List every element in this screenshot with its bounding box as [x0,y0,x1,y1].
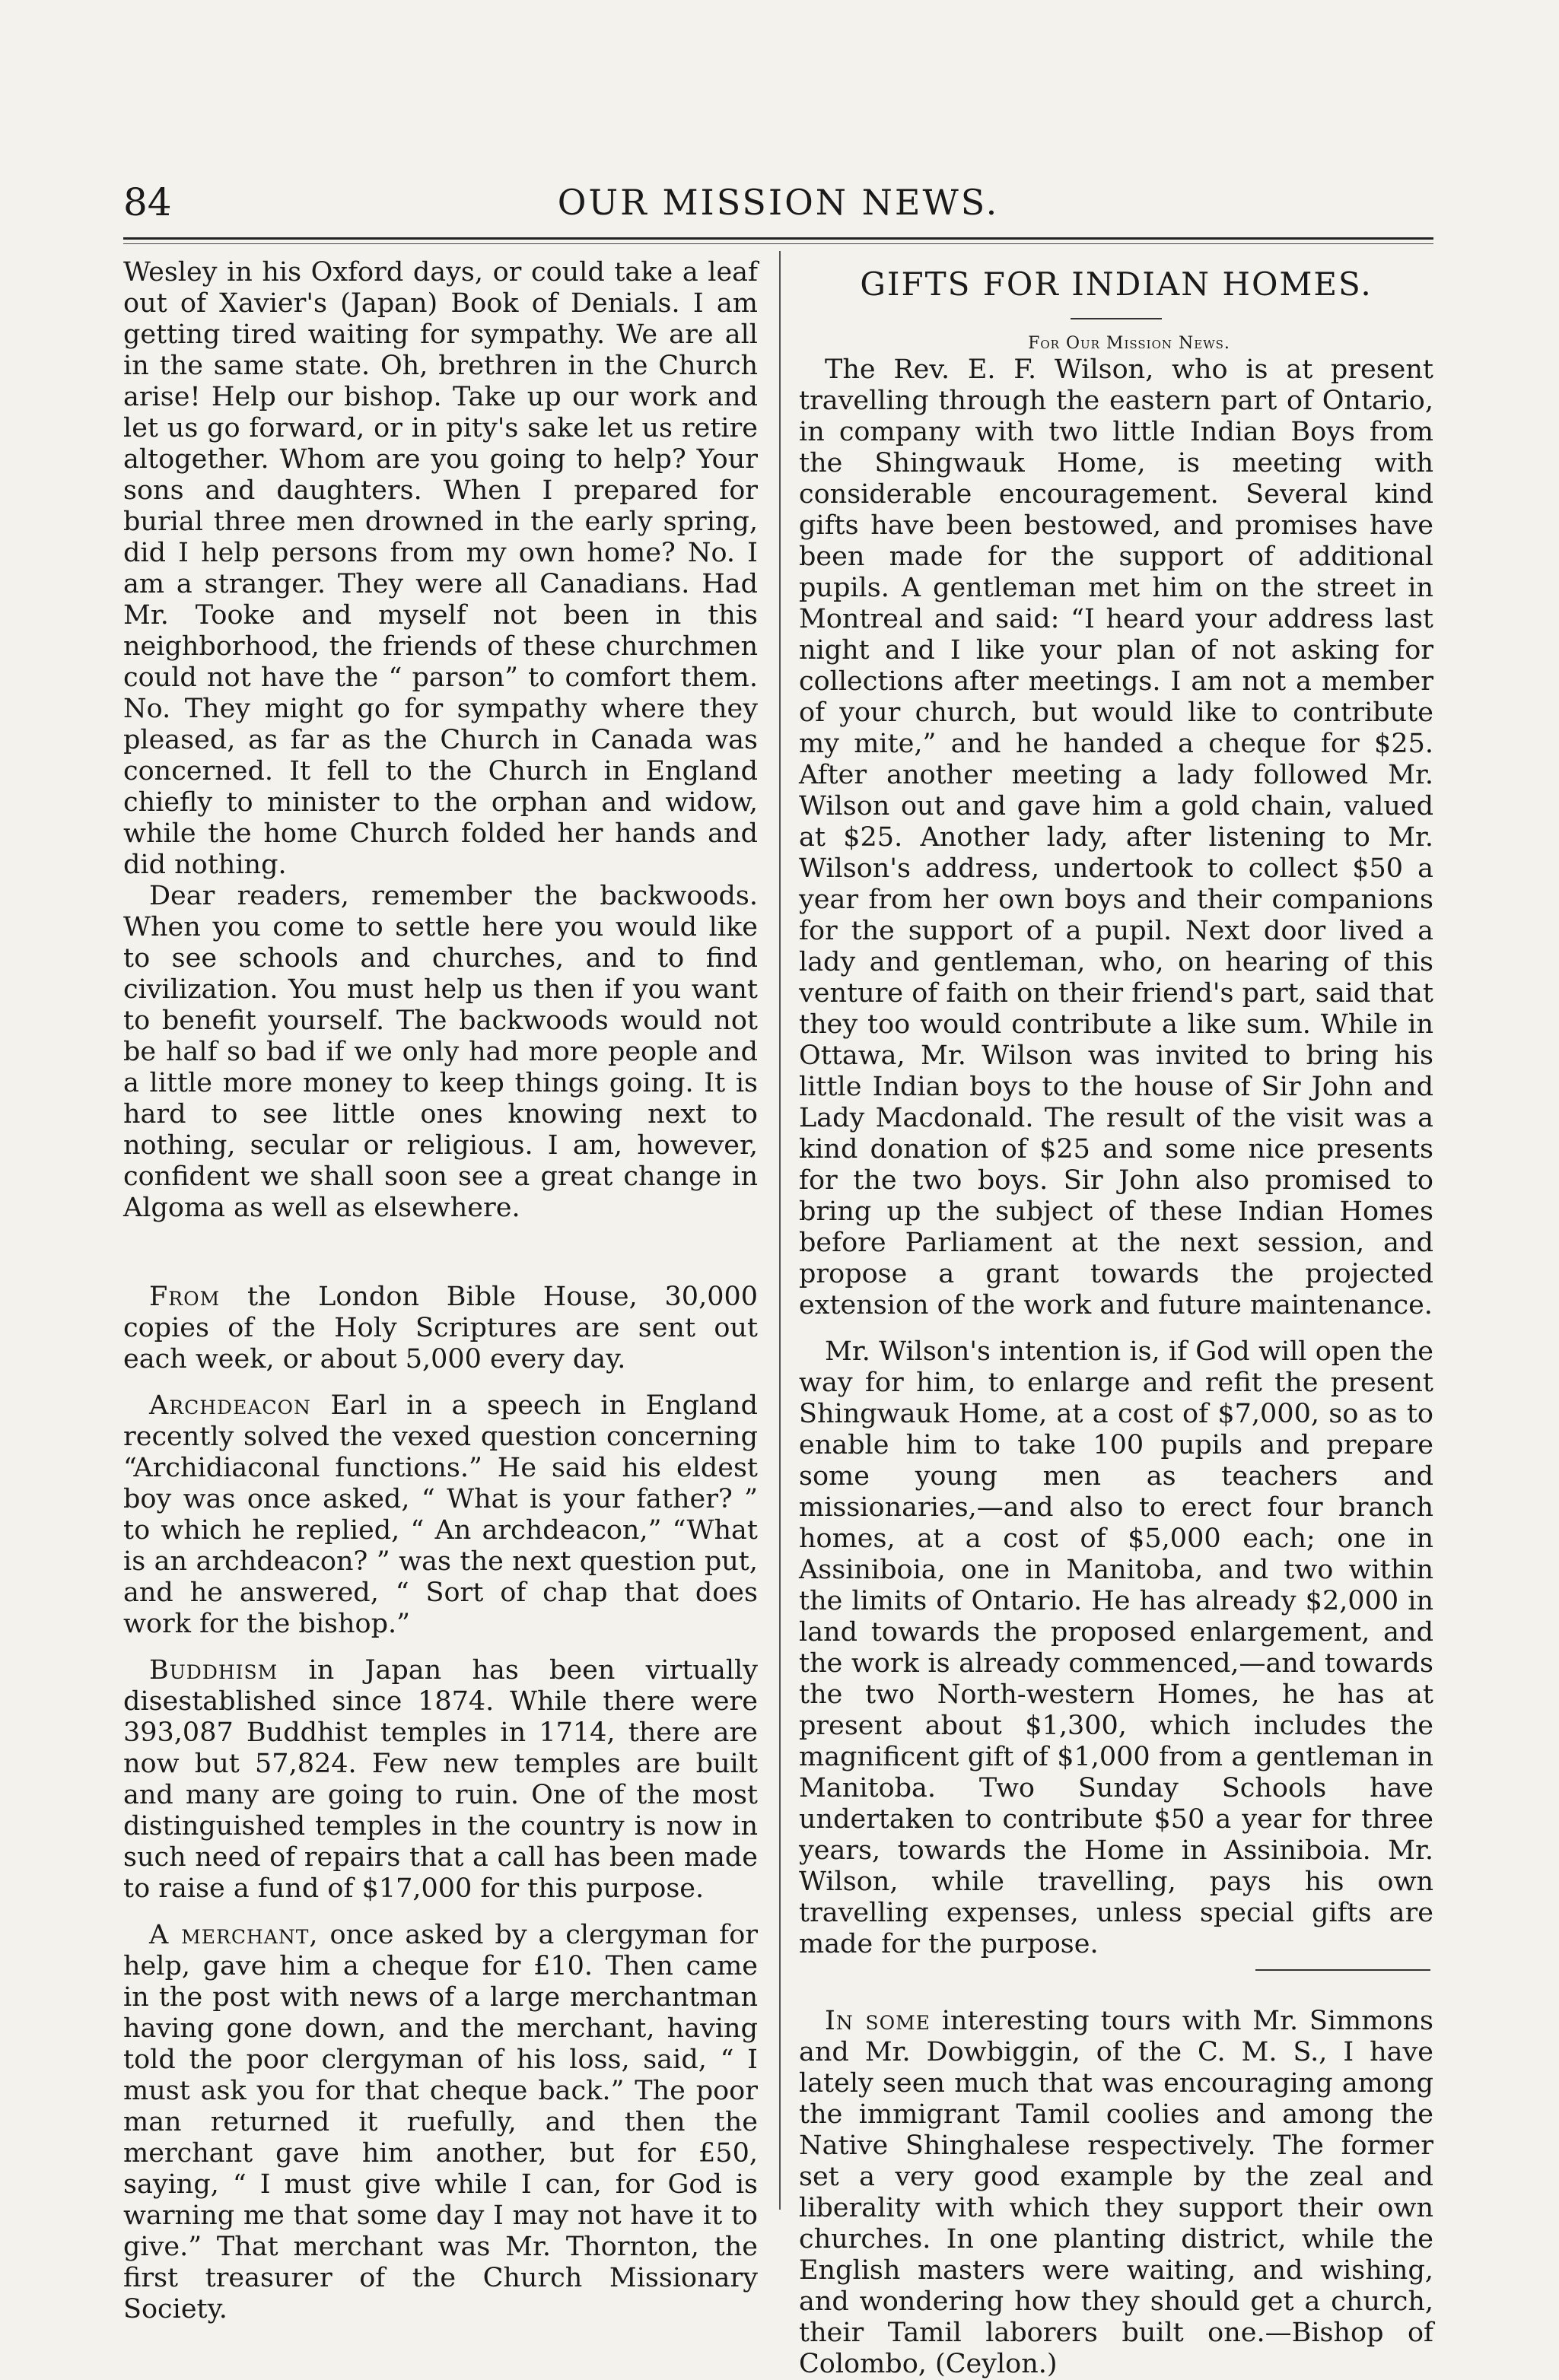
left-column [123,257,759,2324]
running-title: OUR MISSION NEWS. [557,182,1000,223]
title-rule [1071,318,1162,319]
bible-house-paragraph: From the London Bible House, 30,000 copies of the Holy Scriptures are sent out each week, or about 5,000 every day. [123,1282,758,1374]
ceylon-lead: In some [825,2006,931,2036]
ceylon-paragraph: In some interesting tours with Mr. Simmons and Mr. Dowbiggin, of the C. M. S., I have lately seen much that was encouraging among the immigrant Tamil coolies and among the Native Shinghalese respectively. The former set a very good example by the zeal and liberality with which they support their own churches. In one planting district, while the English masters were waiting, and wishing, and wondering how they should get a church, their Tamil laborers built one.—Bishop of Colombo, (Ceylon.) [799,2006,1433,2379]
backwoods-paragraph-2: Dear readers, remember the backwoods. When you come to settle here you would like to see schools and churches, and to find civilization. You must help us then if you want to benefit yourself. The backwoods would not be half so bad if we only had more people and a little more money to keep things going. It is hard to see little ones knowing next to nothing, secular or religious. I am, however, confident we shall soon see a great change in Algoma as well as elsewhere. [123,881,758,1223]
page-header [123,176,1433,230]
right-column [799,257,1433,2379]
merchant-paragraph: A merchant, once asked by a clergyman for help, gave him a cheque for £10. Then came in the post with news of a large merchantman having gone down, and the merchant, having told the poor clergyman of his loss, said, “ I must ask you for that cheque back.” The poor man returned it ruefully, and then the merchant gave him another, but for £50, saying, “ I must give while I can, for God is warning me that some day I may not have it to give.” That merchant was Mr. Thornton, the first treasurer of the Church Missionary Society. [123,1920,759,2324]
buddhism-paragraph: Buddhism in Japan has been virtually disestablished since 1874. While there were 393,087 Buddhist temples in 1714, there are now but 57,824. Few new temples are built and many are going to ruin. One of the most distinguished temples in the country is now in such need of repairs that a call has been made to raise a fund of $17,000 for this purpose. [123,1655,758,1904]
header-rule [123,237,1433,240]
backwoods-paragraph-1: Wesley in his Oxford days, or could take a leaf out of Xavier's (Japan) Book of Denials. I am getting tired waiting for sympathy. We are all in the same state. Oh, brethren in the Church arise! Help our bishop. Take up our work and let us go forward, or in pity's sake let us retire altogether. Whom are you going to help? Your sons and daughters. When I prepared for burial three men drowned in the early spring, did I help persons from my own home? No. I am a stranger. They were all Canadians. Had Mr. Tooke and myself not been in this neighborhood, the friends of these churchmen could not have the “ parson” to comfort them. No. They might go for sympathy where they pleased, as far as the Church in Canada was concerned. It fell to the Church in England chiefly to minister to the orphan and widow, while the home Church folded her hands and did nothing. [123,257,758,880]
indian-homes-paragraph-1: The Rev. E. F. Wilson, who is at present travelling through the eastern part of Ontario, in company with two little Indian Boys from the Shingwauk Home, is meeting with considerable encouragement. Several kind gifts have been bestowed, and promises have been made for the support of additional pupils. A gentleman met him on the street in Montreal and said: “I heard your address last night and I like your plan of not asking for collections after meetings. I am not a member of your church, but would like to contribute my mite,” and he handed a cheque for $25. After another meeting a lady followed Mr. Wilson out and gave him a gold chain, valued at $25. Another lady, after listening to Mr. Wilson's address, undertook to collect $50 a year from her own boys and their companions for the support of a pupil. Next door lived a lady and gentleman, who, on hearing of this venture of faith on their friend's part, said that they too would contribute a like sum. While in Ottawa, Mr. Wilson was invited to bring his little Indian boys to the house of Sir John and Lady Macdonald. The result of the visit was a kind donation of $25 and some nice presents for the two boys. Sir John also promised to bring up the subject of these Indian Homes before Parliament at the next session, and propose a grant towards the projected extension of the work and future maintenance. [799,354,1433,1320]
merchant-lead: A merchant, [149,1920,319,1950]
indian-homes-paragraph-2: Mr. Wilson's intention is, if God will open the way for him, to enlarge and refit the present Shingwauk Home, at a cost of $7,000, so as to enable him to take 100 pupils and prepare some young men as teachers and missionaries,—and also to erect four branch homes, at a cost of $5,000 each; one in Assiniboia, one in Manitoba, and two within the limits of Ontario. He has already $2,000 in land towards the proposed enlargement, and the work is already commenced,—and towards the two North-western Homes, he has at present about $1,300, which includes the magnificent gift of $1,000 from a gentleman in Manitoba. Two Sunday Schools have undertaken to contribute $50 a year for three years, towards the Home in Assiniboia. Mr. Wilson, while travelling, pays his own travelling expenses, unless special gifts are made for the purpose. [799,1336,1433,1959]
page-number: 84 [123,180,172,224]
buddhism-lead: Buddhism [149,1655,278,1686]
bible-house-lead: From [149,1282,221,1312]
archdeacon-paragraph: Archdeacon Earl in a speech in England recently solved the vexed question concerning “Archidiaconal functions.” He said his eldest boy was once asked, “ What is your father? ” to which he replied, “ An archdeacon,” “What is an archdeacon? ” was the next question put, and he answered, “ Sort of chap that does work for the bishop.” [123,1390,758,1639]
archdeacon-lead: Archdeacon [149,1390,311,1421]
article-title: GIFTS FOR INDIAN HOMES. [860,265,1373,303]
article-byline: For Our Mission News. [1028,334,1230,353]
section-rule [1255,1969,1430,1971]
column-divider [779,251,781,2210]
header-rule-thin [123,243,1433,244]
